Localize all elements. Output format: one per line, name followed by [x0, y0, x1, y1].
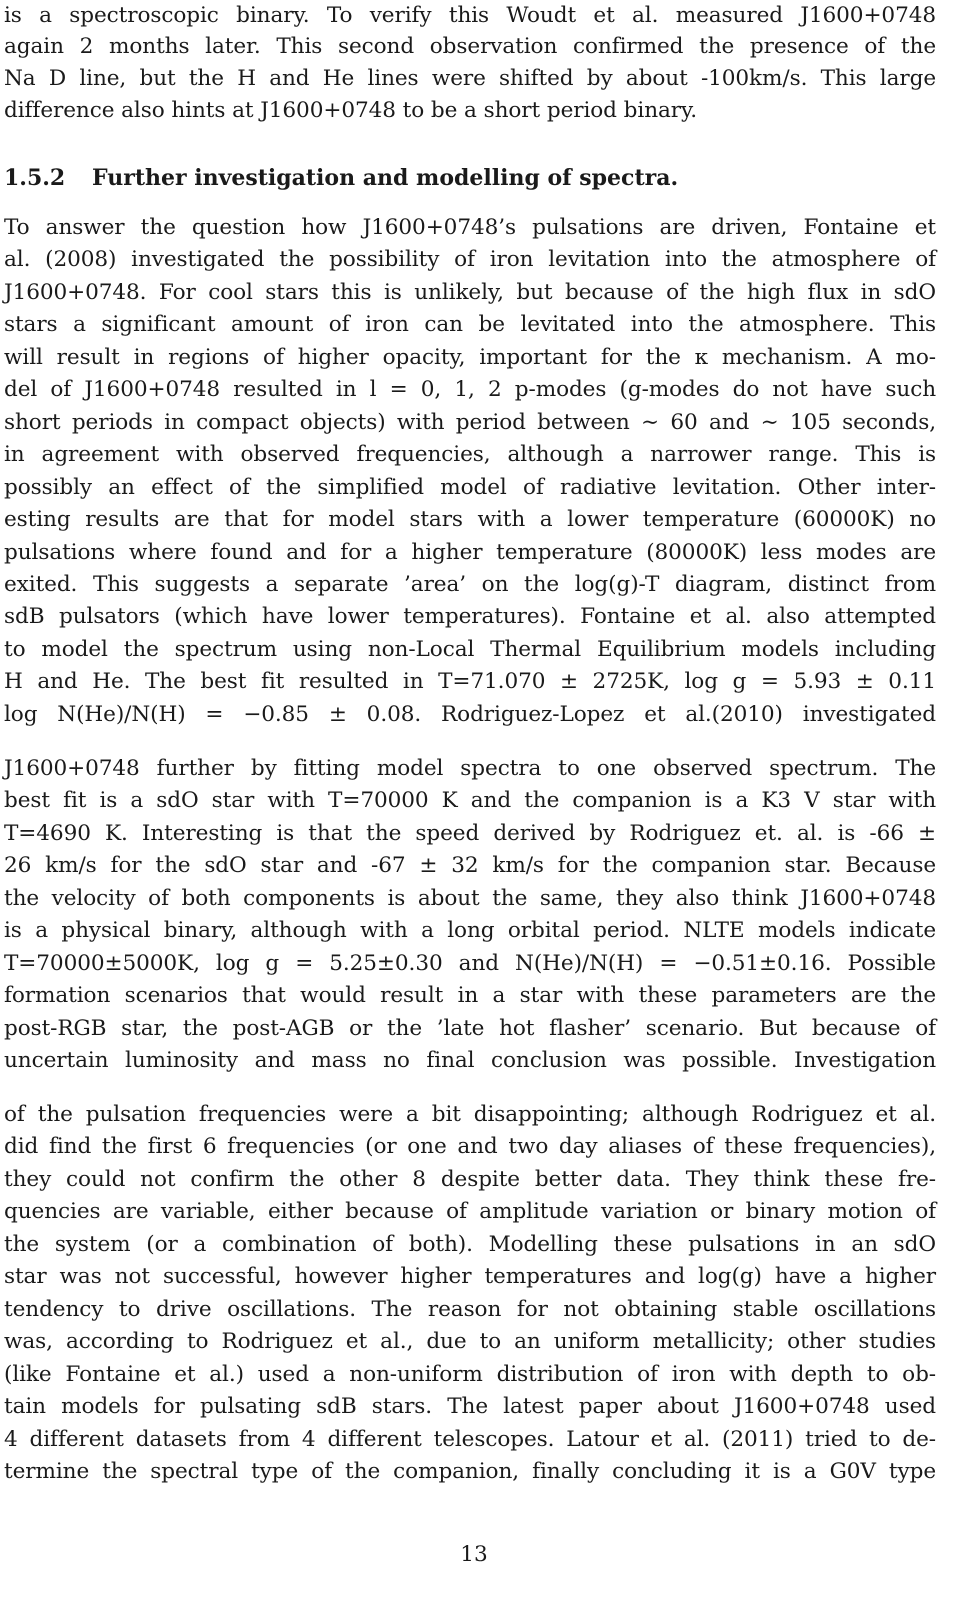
text-line: short periods in compact objects) with period between ∼ 60 and ∼ 105 seconds, — [4, 410, 936, 435]
text-line: H and He. The best fit resulted in T=71.070 ± 2725K, log g = 5.93 ± 0.11 — [4, 669, 936, 694]
text-line: the velocity of both components is about the same, they also think J1600+0748 — [4, 886, 936, 911]
text-line: did find the first 6 frequencies (or one and two day aliases of these frequencies), — [4, 1134, 936, 1159]
text-line: Na D line, but the H and He lines were shifted by about -100km/s. This large — [4, 66, 936, 91]
text-line: T=70000±5000K, log g = 5.25±0.30 and N(He)/N(H) = −0.51±0.16. Possible — [4, 951, 936, 976]
text-line: J1600+0748 further by fitting model spectra to one observed spectrum. The — [4, 756, 936, 781]
text-line: possibly an effect of the simplified model of radiative levitation. Other inter- — [4, 475, 936, 500]
text-line: the system (or a combination of both). Modelling these pulsations in an sdO — [4, 1232, 936, 1257]
text-line: tendency to drive oscillations. The reason for not obtaining stable oscillations — [4, 1297, 936, 1322]
text-line: of the pulsation frequencies were a bit disappointing; although Rodriguez et al. — [4, 1102, 936, 1127]
text-line: (like Fontaine et al.) used a non-uniform distribution of iron with depth to ob- — [4, 1362, 936, 1387]
text-line: to model the spectrum using non-Local Thermal Equilibrium models including — [4, 637, 936, 662]
text-line: again 2 months later. This second observation confirmed the presence of the — [4, 34, 936, 59]
text-line: T=4690 K. Interesting is that the speed derived by Rodriguez et. al. is -66 ± — [4, 821, 936, 846]
text-line: 26 km/s for the sdO star and -67 ± 32 km/s for the companion star. Because — [4, 853, 936, 878]
text-line: will result in regions of higher opacity, important for the κ mechanism. A mo- — [4, 345, 936, 370]
text-line: uncertain luminosity and mass no final conclusion was possible. Investigation — [4, 1048, 936, 1073]
text-line: is a physical binary, although with a long orbital period. NLTE models indicate — [4, 918, 936, 943]
text-line: log N(He)/N(H) = −0.85 ± 0.08. Rodriguez-Lopez et al.(2010) investigated — [4, 702, 936, 727]
text-line: quencies are variable, either because of amplitude variation or binary motion of — [4, 1199, 936, 1224]
section-number: 1.5.2 — [4, 165, 66, 191]
text-line: best fit is a sdO star with T=70000 K and the companion is a K3 V star with — [4, 788, 936, 813]
text-line: they could not confirm the other 8 despite better data. They think these fre- — [4, 1167, 936, 1192]
text-line: stars a significant amount of iron can be levitated into the atmosphere. This — [4, 312, 936, 337]
text-line: star was not successful, however higher temperatures and log(g) have a higher — [4, 1264, 936, 1289]
text-line: post-RGB star, the post-AGB or the ’late hot flasher’ scenario. But because of — [4, 1016, 936, 1041]
text-line: formation scenarios that would result in a star with these parameters are the — [4, 983, 936, 1008]
text-line: was, according to Rodriguez et al., due to an uniform metallicity; other studies — [4, 1329, 936, 1354]
section-title: Further investigation and modelling of spectra. — [92, 165, 679, 191]
text-line: To answer the question how J1600+0748’s pulsations are driven, Fontaine et — [4, 215, 936, 240]
text-line: in agreement with observed frequencies, although a narrower range. This is — [4, 442, 936, 467]
text-line: 4 different datasets from 4 different telescopes. Latour et al. (2011) tried to de- — [4, 1427, 936, 1452]
text-line: exited. This suggests a separate ’area’ on the log(g)-T diagram, distinct from — [4, 572, 936, 597]
section-heading — [4, 162, 678, 194]
text-line: pulsations where found and for a higher temperature (80000K) less modes are — [4, 540, 936, 565]
text-line: esting results are that for model stars with a lower temperature (60000K) no — [4, 507, 936, 532]
text-line: J1600+0748. For cool stars this is unlikely, but because of the high flux in sdO — [4, 280, 936, 305]
text-line: is a spectroscopic binary. To verify this Woudt et al. measured J1600+0748 — [4, 3, 936, 28]
text-line: sdB pulsators (which have lower temperatures). Fontaine et al. also attempted — [4, 604, 936, 629]
text-line: al. (2008) investigated the possibility of iron levitation into the atmosphere of — [4, 247, 936, 272]
text-line: termine the spectral type of the companion, finally concluding it is a G0V type — [4, 1459, 936, 1484]
text-line: difference also hints at J1600+0748 to be a short period binary. — [4, 98, 697, 123]
page-number: 13 — [460, 1542, 488, 1567]
text-line: del of J1600+0748 resulted in l = 0, 1, 2 p-modes (g-modes do not have such — [4, 377, 936, 402]
text-line: tain models for pulsating sdB stars. The latest paper about J1600+0748 used — [4, 1394, 936, 1419]
